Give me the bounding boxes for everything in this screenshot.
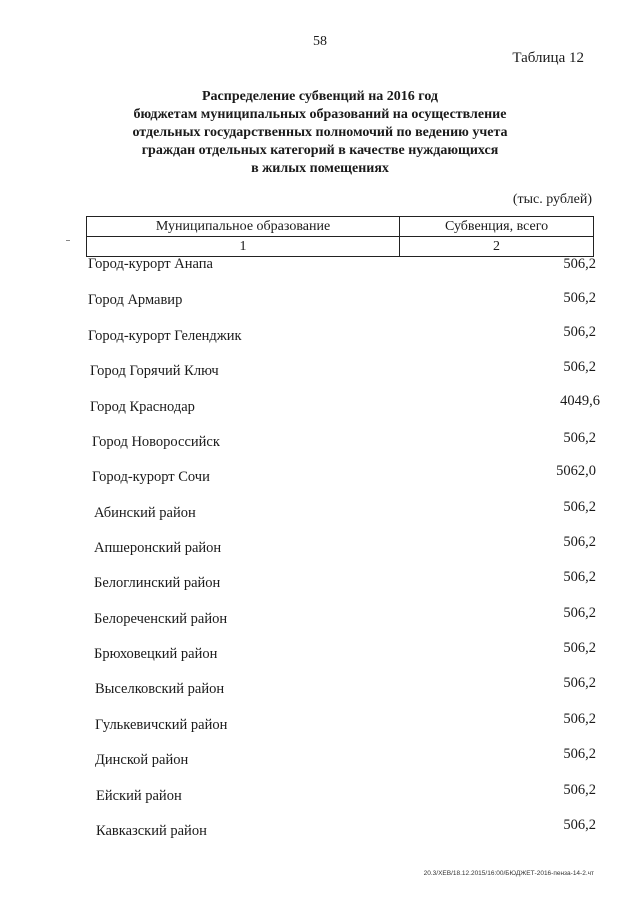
municipality-name: Белоглинский район [94, 575, 221, 591]
column-number-2: 2 [400, 237, 594, 257]
table-row [0, 711, 640, 741]
municipality-name: Город Горячий Ключ [90, 363, 219, 379]
municipality-name: Абинский район [94, 505, 196, 521]
municipality-name: Город Новороссийск [92, 434, 220, 450]
municipality-name: Город Краснодар [90, 399, 195, 415]
units-label: (тыс. рублей) [512, 192, 592, 207]
subvention-value: 506,2 [563, 534, 596, 550]
subvention-value: 506,2 [563, 359, 596, 375]
subvention-value: 506,2 [563, 569, 596, 585]
column-number-1: 1 [87, 237, 400, 257]
title-line: бюджетам муниципальных образований на осуществление [133, 107, 507, 122]
title-line: отдельных государственных полномочий по ведению учета [132, 125, 508, 140]
municipality-name: Город-курорт Геленджик [88, 328, 242, 344]
municipality-name: Динской район [95, 752, 189, 768]
municipality-name: Город Армавир [88, 292, 183, 308]
subvention-value: 506,2 [563, 640, 596, 656]
margin-mark [66, 240, 70, 241]
subvention-value: 506,2 [563, 675, 596, 691]
table-row [0, 393, 640, 423]
table-row [0, 359, 640, 387]
header-municipality: Муниципальное образование [87, 217, 400, 237]
table-row [0, 605, 640, 635]
subvention-value: 506,2 [563, 430, 596, 446]
municipality-name: Выселковский район [95, 681, 225, 697]
subvention-value: 506,2 [563, 499, 596, 515]
municipality-name: Ейский район [96, 788, 182, 804]
table-row [0, 746, 640, 776]
table-row [0, 569, 640, 599]
municipality-name: Брюховецкий район [94, 646, 218, 662]
column-number-row [87, 237, 594, 257]
subvention-value: 4049,6 [560, 393, 600, 409]
header-row [87, 217, 594, 237]
title-line: в жилых помещениях [251, 161, 389, 176]
title-line: граждан отдельных категорий в качестве нуждающихся [141, 143, 499, 158]
table-row [0, 499, 640, 529]
municipality-name: Апшеронский район [94, 540, 222, 556]
subvention-value: 506,2 [563, 782, 596, 798]
table-row [0, 534, 640, 564]
subvention-value: 506,2 [563, 746, 596, 762]
footer-file-reference: 20.3/ХЕВ/18.12.2015/16:00/БЮДЖЕТ-2016-пенза-14-2.чт [423, 870, 594, 877]
table-row [0, 817, 640, 847]
subvention-value: 5062,0 [556, 463, 596, 479]
header-subvention: Субвенция, всего [400, 217, 594, 237]
table-label: Таблица 12 [512, 50, 584, 66]
title-line: Распределение субвенций на 2016 год [202, 89, 438, 104]
municipality-name: Гулькевичский район [95, 717, 228, 733]
subvention-value: 506,2 [563, 711, 596, 727]
document-title [90, 88, 550, 178]
subvention-value: 506,2 [563, 605, 596, 621]
municipality-name: Город-курорт Сочи [92, 469, 210, 485]
table-row [0, 256, 640, 280]
page-number: 58 [313, 34, 327, 49]
subvention-value: 506,2 [563, 817, 596, 833]
table-row [0, 640, 640, 670]
subvention-value: 506,2 [563, 324, 596, 340]
subvention-value: 506,2 [563, 256, 596, 272]
subvention-value: 506,2 [563, 290, 596, 306]
municipality-name: Город-курорт Анапа [88, 256, 213, 272]
table-row [0, 675, 640, 705]
table-row [0, 292, 640, 316]
table-row [0, 430, 640, 458]
table-header [86, 216, 594, 257]
municipality-name: Кавказский район [96, 823, 207, 839]
table-row [0, 324, 640, 352]
municipality-name: Белореченский район [94, 611, 228, 627]
table-row [0, 463, 640, 493]
table-row [0, 782, 640, 812]
